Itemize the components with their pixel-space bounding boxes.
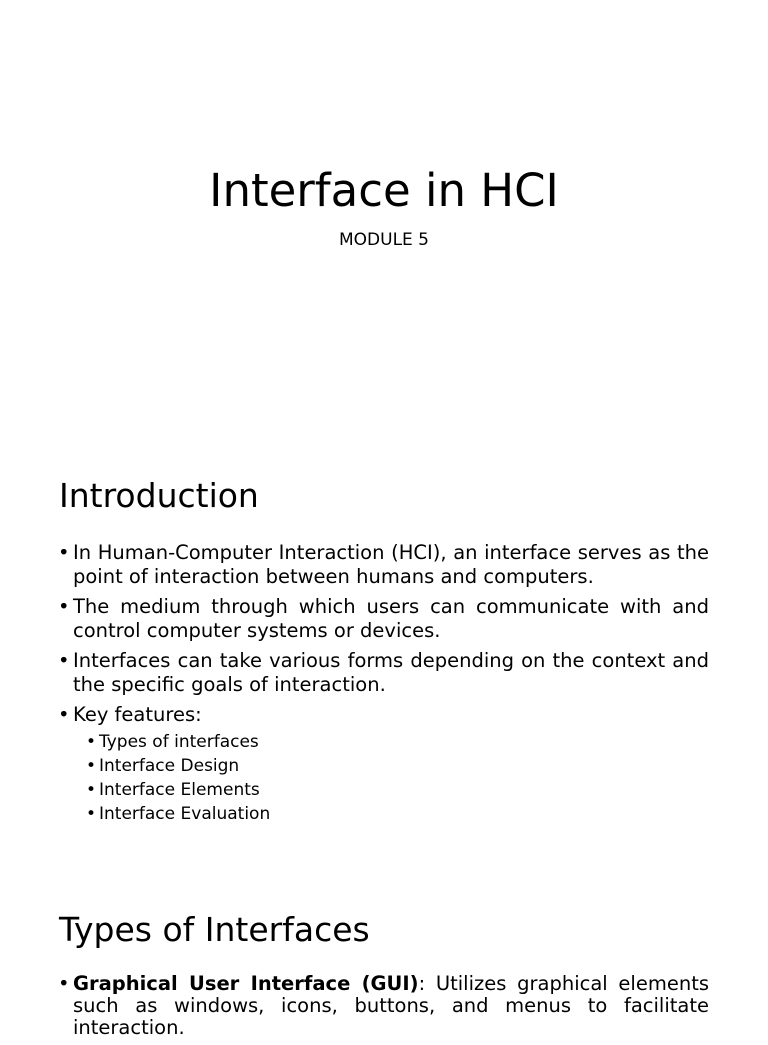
bullet-text: The medium through which users can communicate with and control computer systems or devices.	[73, 595, 709, 643]
sub-bullet-item	[86, 754, 709, 778]
slide-heading: Types of Interfaces	[59, 910, 370, 949]
sub-bullet-text: Types of interfaces	[99, 731, 259, 752]
bullet-dot-icon: •	[86, 803, 97, 824]
bullet-item	[58, 973, 709, 1039]
bullet-text: Key features:	[73, 703, 202, 727]
bullet-dot-icon: •	[86, 755, 97, 776]
presentation-title: Interface in HCI	[209, 164, 559, 217]
bullet-text: In Human-Computer Interaction (HCI), an interface serves as the point of interaction between humans and computers.	[73, 541, 709, 589]
bullet-item	[58, 595, 709, 644]
bullet-text: Interfaces can take various forms depending on the context and the specific goals of interaction.	[73, 649, 709, 697]
bullet-item	[58, 649, 709, 698]
presentation-subtitle: MODULE 5	[338, 230, 429, 250]
bullet-term: Graphical User Interface (GUI)	[73, 972, 419, 995]
bullet-dot-icon: •	[86, 779, 97, 800]
sub-bullet-text: Interface Elements	[99, 779, 260, 800]
title-slide	[0, 0, 768, 420]
bullet-dot-icon: •	[58, 649, 70, 673]
bullet-dot-icon: •	[58, 595, 70, 619]
bullet-item	[58, 541, 709, 590]
sub-bullet-item	[86, 778, 709, 802]
bullet-dot-icon: •	[58, 972, 70, 995]
types-of-interfaces-slide	[0, 900, 768, 1039]
sub-bullet-item	[86, 802, 709, 826]
sub-bullet-item	[86, 730, 709, 754]
bullet-dot-icon: •	[86, 731, 97, 752]
bullet-list	[58, 541, 709, 831]
bullet-text: : Utilizes graphical elements such as windows, icons, buttons, and menus to facilitate interaction.	[73, 972, 709, 1039]
bullet-dot-icon: •	[58, 541, 70, 564]
sub-bullet-text: Interface Design	[99, 755, 240, 776]
slide-heading: Introduction	[59, 476, 259, 515]
introduction-slide	[0, 470, 768, 870]
bullet-item	[58, 703, 709, 825]
sub-bullet-list	[73, 730, 709, 826]
bullet-list	[58, 973, 709, 1045]
sub-bullet-text: Interface Evaluation	[99, 803, 271, 824]
bullet-dot-icon: •	[58, 703, 70, 727]
